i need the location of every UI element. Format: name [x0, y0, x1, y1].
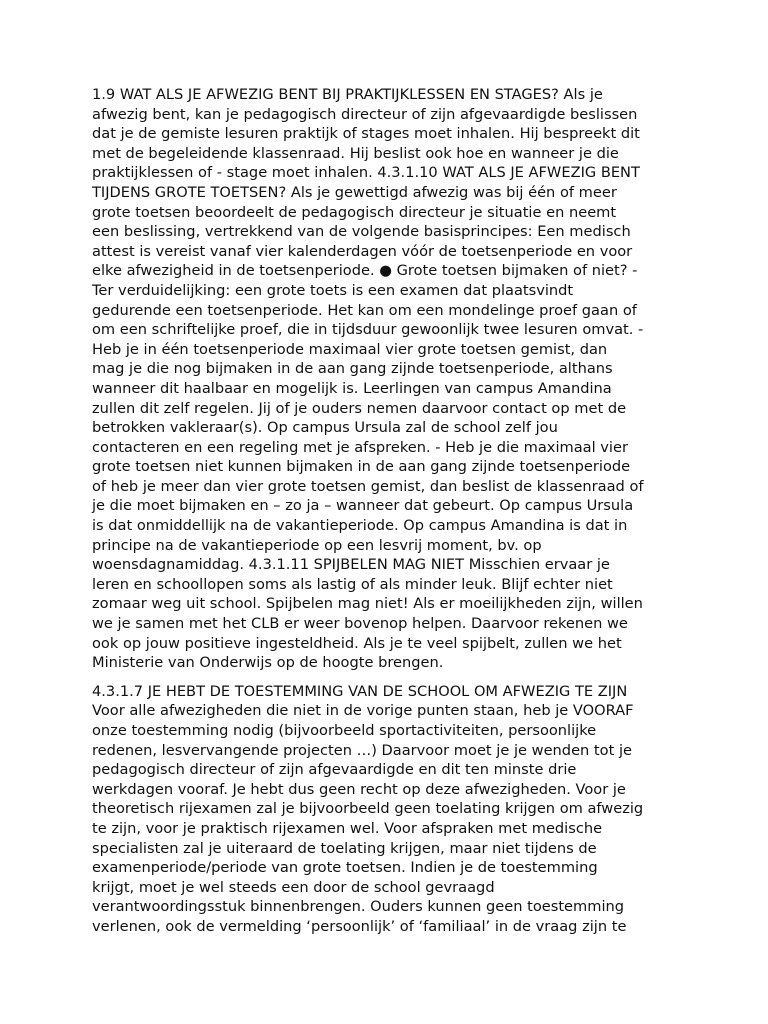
paragraph-absences-practical-lessons: 1.9 WAT ALS JE AFWEZIG BENT BIJ PRAKTIJKLESSEN EN STAGES? Als je afwezig bent, kan je pedagogisch directeur of zijn afgevaardigde beslissen dat je de gemiste lesuren praktijk of stages moet inhalen. Hij bespreekt dit met de begeleidende klassenraad. Hij beslist ook hoe en wanneer je die praktijklessen of - stage moet inhalen. 4.3.1.10 WAT ALS JE AFWEZIG BENT TIJDENS GROTE TOETSEN? Als je gewettigd afwezig was bij één of meer grote toetsen beoordeelt de pedagogisch directeur je situatie en neemt een beslissing, vertrekkend van de volgende basisprincipes: Een medisch attest is vereist vanaf vier kalenderdagen vóór de toetsenperiode en voor elke afwezigheid in de toetsenperiode. ● Grote toetsen bijmaken of niet? - Ter verduidelijking: een grote toets is een examen dat plaatsvindt gedurende een toetsenperiode. Het kan om een mondelinge proef gaan of om een schriftelijke proef, die in tijdsduur gewoonlijk twee lesuren omvat. - Heb je in één toetsenperiode maximaal vier grote toetsen gemist, dan mag je die nog bijmaken in de aan gang zijnde toetsenperiode, althans wanneer dit haalbaar en mogelijk is. Leerlingen van campus Amandina zullen dit zelf regelen. Jij of je ouders nemen daarvoor contact op met de betrokken vakleraar(s). Op campus Ursula zal de school zelf jou contacteren en een regeling met je afspreken. - Heb je die maximaal vier grote toetsen niet kunnen bijmaken in de aan gang zijnde toetsenperiode of heb je meer dan vier grote toetsen gemist, dan beslist de klassenraad of je die moet bijmaken en – zo ja – wanneer dat gebeurt. Op campus Ursula is dat onmiddellijk na de vakantieperiode. Op campus Amandina is dat in principe na de vakantieperiode op een lesvrij moment, bv. op woensdagnamiddag. 4.3.1.11 SPIJBELEN MAG NIET Misschien ervaar je leren en schoollopen soms als lastig of als minder leuk. Blijf echter niet zomaar weg uit school. Spijbelen mag niet! Als er moeilijkheden zijn, willen we je samen met het CLB er weer bovenop helpen. Daarvoor rekenen we ook op jouw positieve ingesteldheid. Als je te veel spijbelt, zullen we het Ministerie van Onderwijs op de hoogte brengen.	[92, 86, 644, 672]
document-body	[92, 85, 692, 937]
paragraph-school-permission-absence: 4.3.1.7 JE HEBT DE TOESTEMMING VAN DE SCHOOL OM AFWEZIG TE ZIJN Voor alle afwezigheden die niet in de vorige punten staan, heb je VOORAF onze toestemming nodig (bijvoorbeeld sportactiviteiten, persoonlijke redenen, lesvervangende projecten …) Daarvoor moet je je wenden tot je pedagogisch directeur of zijn afgevaardigde en dit ten minste drie werkdagen vooraf. Je hebt dus geen recht op deze afwezigheden. Voor je theoretisch rijexamen zal je bijvoorbeeld geen toelating krijgen om afwezig te zijn, voor je praktisch rijexamen wel. Voor afspraken met medische specialisten zal je uiteraard de toelating krijgen, maar niet tijdens de examenperiode/periode van grote toetsen. Indien je de toestemming krijgt, moet je wel steeds een door de school gevraagd verantwoordingsstuk binnenbrengen. Ouders kunnen geen toestemming verlenen, ook de vermelding ‘persoonlijk’ of ‘familiaal’ in de vraag zijn te	[92, 682, 644, 935]
